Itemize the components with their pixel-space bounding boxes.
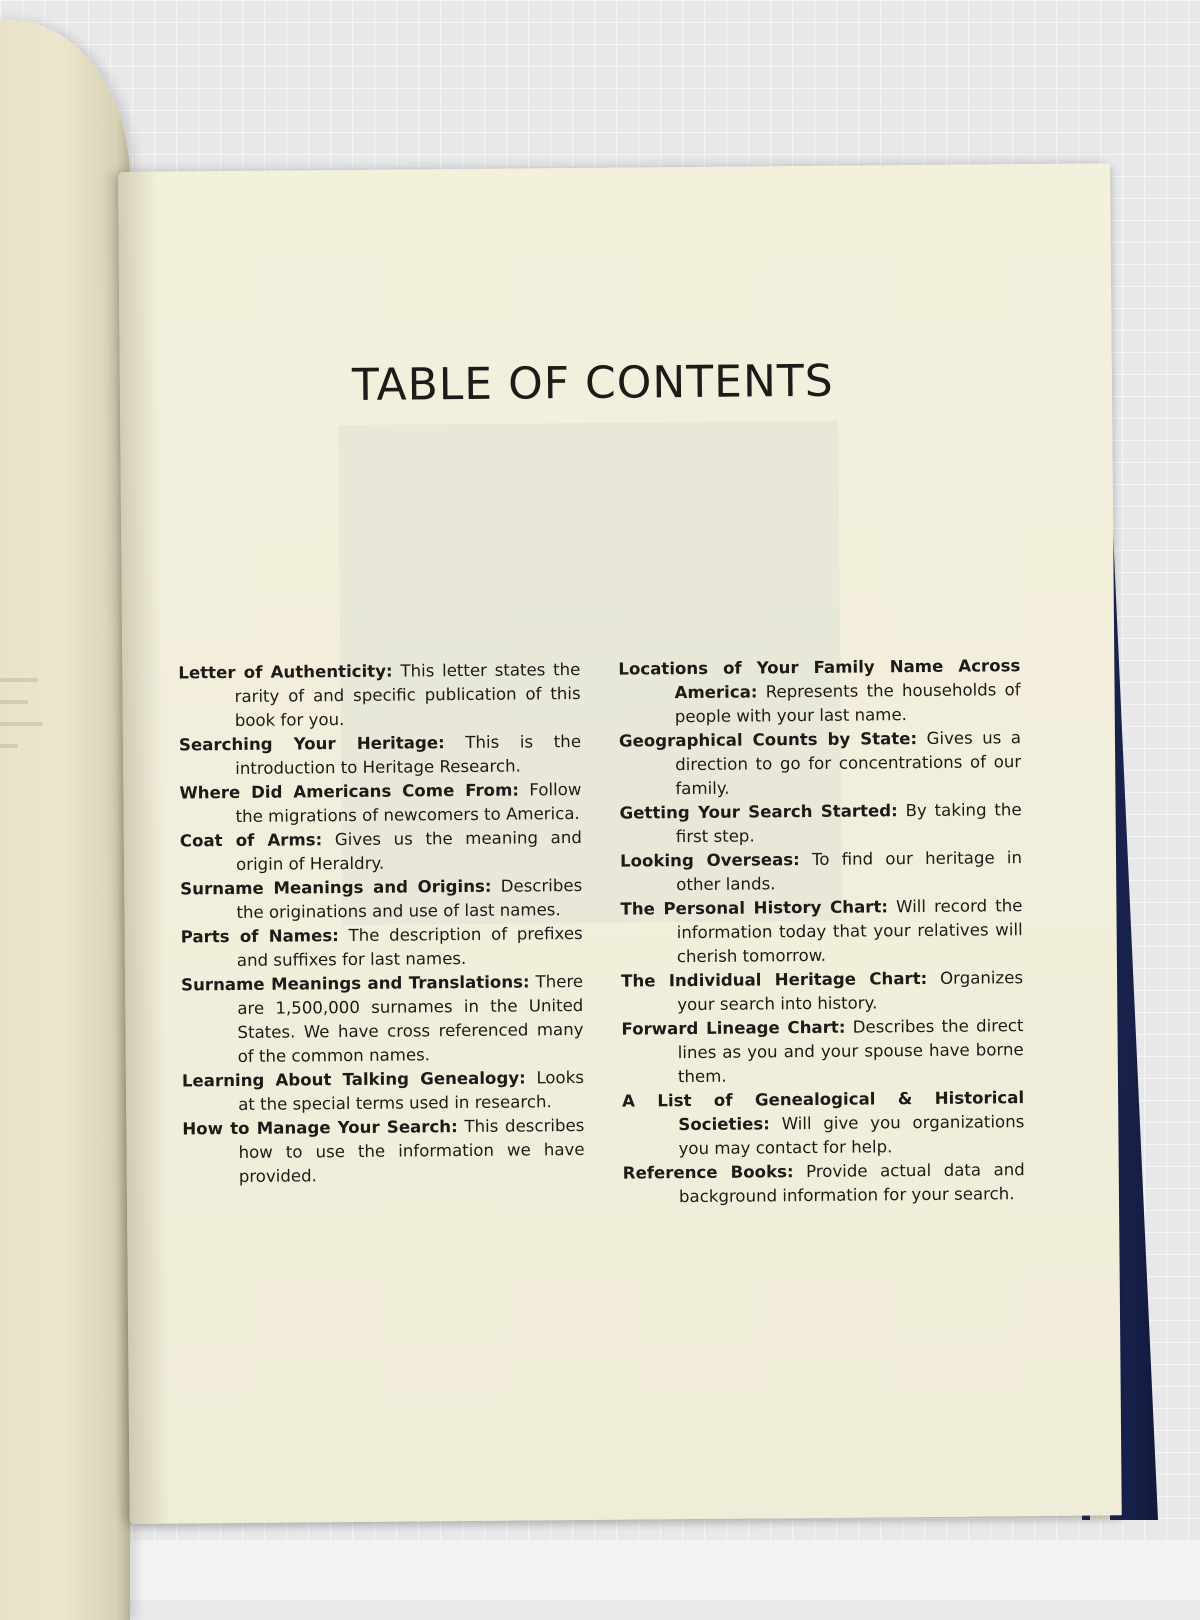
contents-entry [619, 726, 1022, 802]
entry-description: Will record the information today that your relatives will cherish tomorrow. [676, 896, 1023, 967]
entry-description: This is the introduction to Heritage Research. [235, 731, 582, 778]
contents-column-left [178, 658, 585, 1189]
entry-description: To find our heritage in other lands. [676, 848, 1023, 895]
entry-term: Surname Meanings and Origins: [180, 876, 492, 899]
contents-entry [181, 970, 584, 1070]
entry-description: There are 1,500,000 surnames in the United States. We have cross referenced many of the common names. [237, 971, 584, 1066]
contents-entry [182, 1066, 584, 1118]
entry-term: The Personal History Chart: [620, 897, 889, 919]
entry-description: Gives us a direction to go for concentrations of our family. [675, 728, 1022, 799]
contents-entry [179, 730, 581, 782]
entry-term: Searching Your Heritage: [178, 733, 445, 755]
entry-description: This letter states the rarity of and specific publication of this book for you. [234, 659, 581, 731]
entry-description: Describes the direct lines as you and your spouse have borne them. [677, 1016, 1024, 1087]
entry-term: Locations of Your Family Name Across America: [618, 656, 1021, 703]
entry-term: The Individual Heritage Chart: [620, 968, 928, 991]
entry-term: Coat of Arms: [179, 830, 323, 851]
entry-description: By taking the first step. [675, 800, 1022, 847]
contents-entry [178, 658, 581, 734]
contents-entry [620, 846, 1022, 898]
contents-entry [180, 874, 582, 926]
contents-entry [179, 778, 581, 830]
entry-description: Provide actual data and background information for your search. [678, 1160, 1025, 1207]
entry-term: Looking Overseas: [619, 850, 800, 871]
entry-term: Forward Lineage Chart: [621, 1017, 846, 1039]
entry-description: Represents the households of people with your last name. [674, 680, 1021, 727]
contents-entry [181, 922, 583, 974]
table-surface [0, 1540, 1200, 1600]
entry-description: The description of prefixes and suffixes for last names. [236, 923, 583, 970]
contents-column-right [618, 654, 1025, 1209]
entry-term: How to Manage Your Search: [182, 1117, 458, 1139]
contents-entry [623, 1158, 1025, 1210]
contents-entry [620, 798, 1022, 850]
contents-entry [621, 966, 1023, 1018]
contents-entry [182, 1114, 585, 1190]
page-title: TABLE OF CONTENTS [351, 355, 834, 411]
entry-term: Getting Your Search Started: [619, 801, 898, 823]
bleed-through-text [0, 660, 50, 860]
entry-description: Describes the originations and use of last names. [236, 875, 583, 922]
entry-term: Geographical Counts by State: [618, 729, 918, 751]
entry-description: Follow the migrations of newcomers to America. [235, 779, 582, 826]
contents-entry [622, 1086, 1025, 1162]
entry-term: Learning About Talking Genealogy: [181, 1068, 526, 1091]
entry-term: Where Did Americans Come From: [179, 780, 520, 803]
entry-description: Organizes your search into history. [677, 968, 1024, 1015]
contents-entry [618, 654, 1021, 730]
entry-description: Looks at the special terms used in research. [238, 1067, 585, 1114]
entry-description: Gives us the meaning and origin of Heraldry. [235, 827, 582, 874]
contents-entry [620, 894, 1023, 970]
entry-description: Will give you organizations you may contact for help. [678, 1112, 1025, 1159]
entry-term: A List of Genealogical & Historical Societies: [622, 1088, 1025, 1135]
book-page [118, 163, 1122, 1524]
entry-term: Letter of Authenticity: [178, 661, 393, 683]
entry-term: Reference Books: [622, 1162, 794, 1183]
entry-description: This describes how to use the information we have provided. [238, 1115, 585, 1186]
entry-term: Parts of Names: [180, 926, 339, 947]
contents-entry [180, 826, 582, 878]
left-book-page [0, 20, 130, 1620]
entry-term: Surname Meanings and Translations: [181, 972, 530, 995]
contents-entry [621, 1014, 1024, 1090]
